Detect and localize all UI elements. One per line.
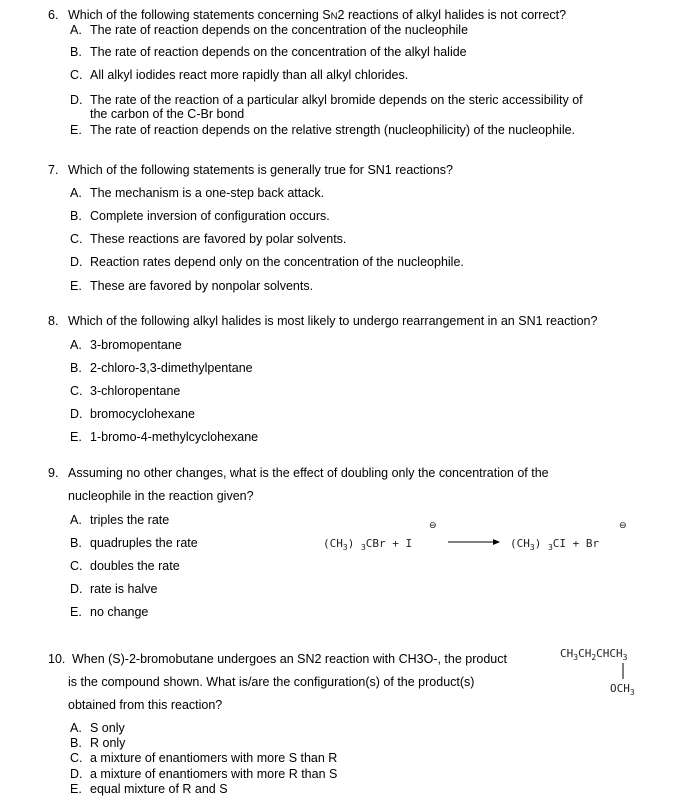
question-stem: Which of the following statements concerning SN2 reactions of alkyl halides is not correct? (68, 8, 567, 22)
option-c[interactable]: C. All alkyl iodides react more rapidly than all alkyl chlorides. (70, 68, 409, 82)
option-a[interactable]: A. The rate of reaction depends on the concentration of the nucleophile (70, 23, 469, 37)
option-d[interactable]: D. a mixture of enantiomers with more R than S (70, 767, 338, 781)
question-stem: Which of the following alkyl halides is most likely to undergo rearrangement in an SN1 reaction? (68, 314, 598, 328)
option-a[interactable]: A. The mechanism is a one-step back attack. (70, 186, 325, 200)
option-e[interactable]: E. These are favored by nonpolar solvents. (70, 279, 314, 293)
bromide-charge-icon: ⊖ (619, 520, 627, 530)
structure-bond (622, 663, 624, 679)
option-e[interactable]: E. no change (70, 605, 149, 619)
option-c[interactable]: C. a mixture of enantiomers with more S than R (70, 751, 338, 765)
question-number: 7. (48, 163, 59, 177)
structure-substituent: $OCH_3$ (610, 682, 635, 697)
question-stem-line-2: nucleophile in the reaction given? (68, 489, 254, 503)
option-d[interactable]: D. The rate of the reaction of a particular alkyl bromide depends on the steric accessibility of (70, 93, 583, 107)
reactants: $(CH_3) _3CBr + I$ (323, 537, 413, 552)
option-c[interactable]: C. 3-chloropentane (70, 384, 181, 398)
option-a[interactable]: A. 3-bromopentane (70, 338, 182, 352)
question-number: 10. (48, 652, 66, 666)
question-number: 6. (48, 8, 59, 22)
option-a[interactable]: A. triples the rate (70, 513, 170, 527)
option-c[interactable]: C. doubles the rate (70, 559, 180, 573)
question-number: 9. (48, 466, 59, 480)
question-number: 8. (48, 314, 59, 328)
reaction-arrow-icon (448, 538, 500, 546)
option-a[interactable]: A. S only (70, 721, 125, 735)
option-b[interactable]: B. quadruples the rate (70, 536, 198, 550)
question-stem-line-1: When (S)-2-bromobutane undergoes an SN2 reaction with CH3O-, the product (72, 652, 507, 666)
option-d-continuation: the carbon of the C-Br bond (90, 107, 245, 121)
question-stem-line-1: Assuming no other changes, what is the effect of doubling only the concentration of the (68, 466, 549, 480)
option-b[interactable]: B. 2-chloro-3,3-dimethylpentane (70, 361, 253, 375)
structure-backbone: $CH_3CH_2CHCH_3$ (560, 647, 628, 662)
question-stem: Which of the following statements is generally true for SN1 reactions? (68, 163, 453, 177)
option-b[interactable]: B. The rate of reaction depends on the concentration of the alkyl halide (70, 45, 467, 59)
option-e[interactable]: E. 1-bromo-4-methylcyclohexane (70, 430, 259, 444)
iodide-charge-icon: ⊖ (429, 520, 437, 530)
option-e[interactable]: E. The rate of reaction depends on the relative strength (nucleophilicity) of the nucleophile. (70, 123, 576, 137)
option-b[interactable]: B. R only (70, 736, 126, 750)
option-d[interactable]: D. Reaction rates depend only on the concentration of the nucleophile. (70, 255, 464, 269)
question-stem-line-3: obtained from this reaction? (68, 698, 223, 712)
question-stem-line-2: is the compound shown. What is/are the configuration(s) of the product(s) (68, 675, 475, 689)
option-e[interactable]: E. equal mixture of R and S (70, 782, 228, 796)
option-d[interactable]: D. bromocyclohexane (70, 407, 195, 421)
option-c[interactable]: C. These reactions are favored by polar solvents. (70, 232, 347, 246)
option-d[interactable]: D. rate is halve (70, 582, 158, 596)
products: $(CH_3) _3CI + Br$ (510, 537, 600, 552)
option-b[interactable]: B. Complete inversion of configuration occurs. (70, 209, 330, 223)
